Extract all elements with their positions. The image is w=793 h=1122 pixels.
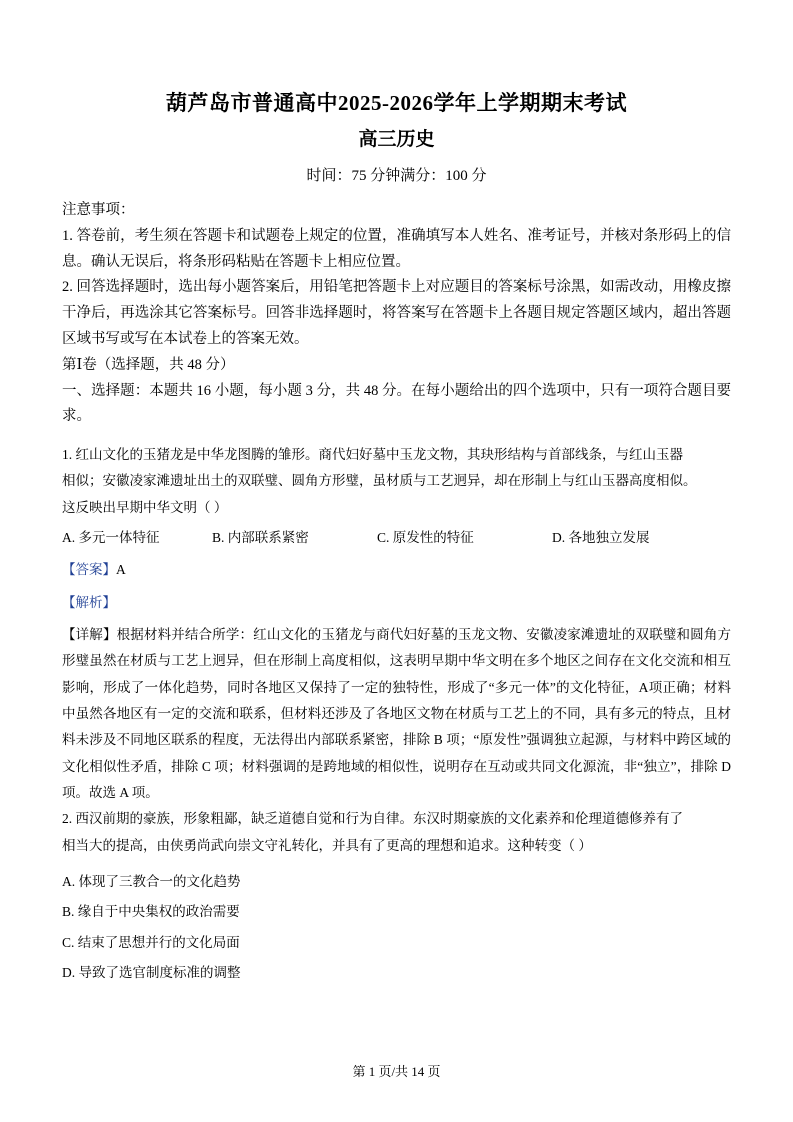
question-1-options [62, 525, 731, 551]
question-2-option-d[interactable]: D. 导致了选官制度标准的调整 [62, 964, 241, 980]
question-1-stem-line-2: 相似；安徽凌家滩遗址出土的双联璧、圆角方形璧，虽材质与工艺迥异，却在形制上与红山玉器高度相似。 [62, 473, 697, 489]
question-1-option-b[interactable]: B. 内部联系紧密 [212, 530, 309, 546]
notice-item-2: 2. 回答选择题时，选出每小题答案后，用铅笔把答题卡上对应题目的答案标号涂黑，如需改动，用橡皮擦干净后，再选涂其它答案标号。回答非选择题时，将答案写在答题卡上各题目规定答题区域内，超出答题区域书写或写在本试卷上的答案无效。 [62, 279, 731, 347]
notice-heading: 注意事项： [62, 202, 135, 218]
question-2-option-a[interactable]: A. 体现了三教合一的文化趋势 [62, 873, 241, 889]
question-2-option-b[interactable]: B. 缘自于中央集权的政治需要 [62, 904, 240, 920]
question-1-stem-line-1: 1. 红山文化的玉猪龙是中华龙图腾的雏形。商代妇好墓中玉龙文物，其玦形结构与首部线条，与红山玉器 [62, 447, 683, 463]
question-1-analysis-tag [62, 590, 731, 616]
question-1-option-a[interactable]: A. 多元一体特征 [62, 530, 160, 546]
exam-meta: 时间：75 分钟满分：100 分 [306, 168, 487, 184]
answer-value: A [116, 562, 126, 578]
question-2-stem-line-2: 相当大的提高，由侠勇尚武向崇文守礼转化，并具有了更高的理想和追求。这种转变（ ） [62, 837, 592, 853]
question-2-stem-line-1: 2. 西汉前期的豪族，形象粗鄙，缺乏道德自觉和行为自律。东汉时期豪族的文化素养和伦理道德修养有了 [62, 811, 683, 827]
question-1 [62, 442, 731, 806]
page-footer: 第 1 页/共 14 页 [352, 1064, 441, 1079]
detail-text: 根据材料并结合所学：红山文化的玉猪龙与商代妇好墓的玉龙文物、安徽凌家滩遗址的双联璧和圆角方形璧虽然在材质与工艺上迥异，但在形制上高度相似，这表明早期中华文明在多个地区之间存在文化交流和相互影响，形成了一体化趋势，同时各地区又保持了一定的独特性，形成了“多元一体”的文化特征，A项正确；材料中虽然各地区有一定的交流和联系，但材料还涉及了各地区文物在材质与工艺上的不同，具有多元的特点，且材料未涉及不同地区联系的程度，无法得出内部联系紧密，排除 B 项；“原发性”强调独立起源，与材料中跨区域的文化相似性矛盾，排除 C 项；材料强调的是跨地域的相似性，说明存在互动或共同文化源流，非“独立”，排除 D 项。故选 A 项。 [62, 627, 731, 800]
question-2 [62, 806, 731, 988]
section-intro: 一、选择题：本题共 16 小题，每小题 3 分，共 48 分。在每小题给出的四个选项中，只有一项符合题目要求。 [62, 382, 731, 425]
page-subtitle: 高三历史 [358, 128, 435, 150]
question-1-stem-line-3: 这反映出早期中华文明（ ） [62, 499, 228, 515]
section-header: 第Ⅰ卷（选择题，共 48 分） [62, 356, 235, 373]
answer-tag: 【答案】 [62, 562, 116, 578]
question-1-detail [62, 622, 731, 806]
page-title: 葫芦岛市普通高中2025-2026学年上学期期末考试 [166, 91, 627, 115]
question-2-option-c[interactable]: C. 结束了思想并行的文化局面 [62, 934, 240, 950]
notice-item-1: 1. 答卷前，考生须在答题卡和试题卷上规定的位置，准确填写本人姓名、准考证号，并核对条形码上的信息。确认无误后，将条形码粘贴在答题卡上相应位置。 [62, 227, 731, 270]
question-2-options [62, 867, 731, 989]
question-1-option-c[interactable]: C. 原发性的特征 [377, 530, 474, 546]
detail-tag: 【详解】 [62, 627, 117, 643]
question-1-option-d[interactable]: D. 各地独立发展 [552, 530, 650, 546]
question-1-answer [62, 557, 731, 583]
analysis-tag: 【解析】 [62, 594, 116, 610]
